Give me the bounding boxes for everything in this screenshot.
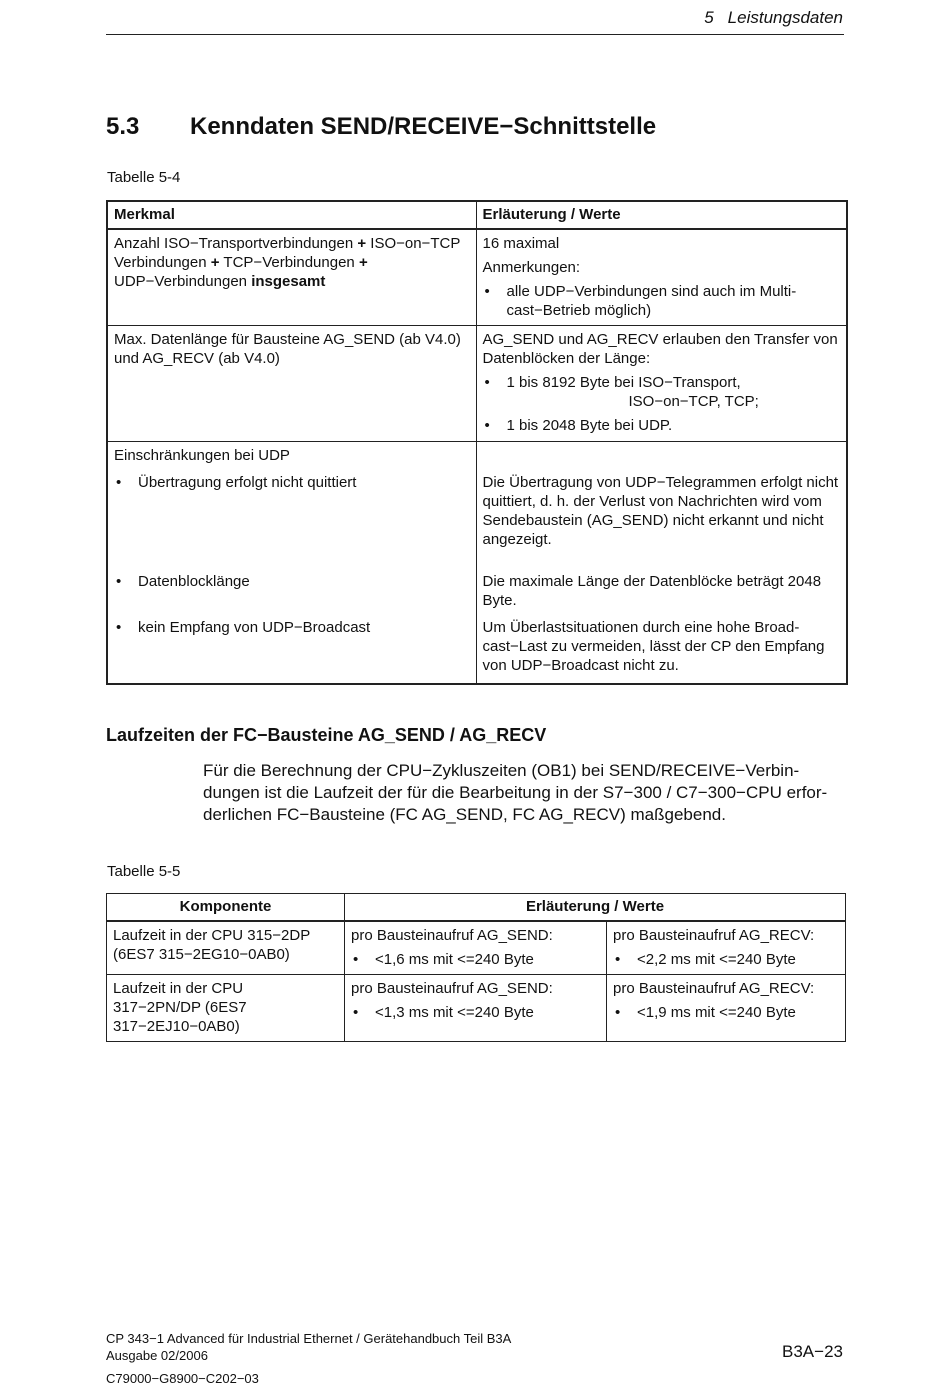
plus-sign: + xyxy=(357,235,367,252)
row2-feature: Max. Datenlänge für Bausteine AG_SEND (ab V4.0) und AG_RECV (ab V4.0) xyxy=(107,326,476,442)
table-row xyxy=(107,442,847,685)
feature-emphasis: insgesamt xyxy=(251,273,326,290)
component-cell: Laufzeit in der CPU 315−2DP (6ES7 315−2EG10−0AB0) xyxy=(107,921,345,975)
note-bullet: • alle UDP−Verbindungen sind auch im Multi-cast−Betrieb möglich) xyxy=(483,282,841,320)
plus-sign: + xyxy=(358,254,368,271)
value-text: 16 maximal xyxy=(482,235,560,252)
table2-col2-header: Erläuterung / Werte xyxy=(345,894,846,922)
row2-value xyxy=(476,326,847,442)
plus-sign: + xyxy=(210,254,220,271)
table-row xyxy=(107,975,846,1042)
feature-text: UDP−Verbindungen xyxy=(114,273,252,290)
header-rule xyxy=(106,34,844,35)
restriction-value: Um Überlastsituationen durch eine hohe Broad-cast−Last zu vermeiden, lässt der CP den Empfang von UDP−Broadcast nicht zu. xyxy=(482,619,825,674)
component-cell: Laufzeit in der CPU 317−2PN/DP (6ES7 317−2EJ10−0AB0) xyxy=(107,975,345,1042)
recv-value: • <1,9 ms mit <=240 Byte xyxy=(613,1003,839,1022)
chapter-number: 5 xyxy=(704,8,714,27)
recv-cell xyxy=(607,921,846,975)
table-row xyxy=(107,326,847,442)
restriction-value: Die Übertragung von UDP−Telegrammen erfolgt nicht quittiert, d. h. der Verlust von Nachrichten wird vom Sendebaustein (AG_SEND) nicht erkannt und nicht angezeigt. xyxy=(482,474,839,548)
send-value: • <1,3 ms mit <=240 Byte xyxy=(351,1003,600,1022)
section-title xyxy=(106,112,656,142)
note-label: Anmerkungen: xyxy=(482,259,581,276)
page-number: B3A−23 xyxy=(782,1342,843,1361)
subsection-title: Laufzeiten der FC−Bausteine AG_SEND / AG_RECV xyxy=(106,725,547,745)
table-row xyxy=(107,921,846,975)
recv-cell xyxy=(607,975,846,1042)
table2-col1-header: Komponente xyxy=(107,894,345,922)
bullet-line: ISO−on−TCP, TCP; xyxy=(628,393,759,410)
restriction-item: • Datenblocklänge xyxy=(114,572,470,618)
recv-label: pro Bausteinaufruf AG_RECV: xyxy=(613,980,815,997)
send-label: pro Bausteinaufruf AG_SEND: xyxy=(351,927,553,944)
table2-header-row xyxy=(107,894,846,922)
table-5-4 xyxy=(106,200,848,685)
footer-manual-title: CP 343−1 Advanced für Industrial Ethernet / Gerätehandbuch Teil B3A xyxy=(106,1331,512,1346)
chapter-title: Leistungsdaten xyxy=(727,8,843,27)
footer-edition: Ausgabe 02/2006 xyxy=(106,1348,208,1363)
restriction-item: • Übertragung erfolgt nicht quittiert xyxy=(114,473,470,572)
row1-value xyxy=(476,229,847,326)
row1-feature xyxy=(107,229,476,326)
recv-label: pro Bausteinaufruf AG_RECV: xyxy=(613,927,815,944)
section-number: 5.3 xyxy=(106,113,140,140)
bullet-line: • 1 bis 8192 Byte bei ISO−Transport, xyxy=(506,374,741,391)
row3-value xyxy=(476,442,847,685)
subsection-paragraph: Für die Berechnung der CPU−Zykluszeiten (OB1) bei SEND/RECEIVE−Verbin-dungen ist die Laufzeit der für die Bearbeitung in der S7−300 / C7−300−CPU erfor-derlichen FC−Bausteine (FC AG_SEND, FC AG_RECV) maßgebend. xyxy=(203,761,828,824)
value-intro: AG_SEND und AG_RECV erlauben den Transfer von Datenblöcken der Länge: xyxy=(482,331,838,367)
table-5-5 xyxy=(106,893,846,1042)
running-header xyxy=(704,8,843,27)
row3-feature xyxy=(107,442,476,685)
send-value: • <1,6 ms mit <=240 Byte xyxy=(351,950,600,969)
restriction-item: • kein Empfang von UDP−Broadcast xyxy=(114,618,470,637)
table1-col1-header: Merkmal xyxy=(107,201,476,229)
send-cell xyxy=(345,975,607,1042)
table2-caption: Tabelle 5-5 xyxy=(107,863,181,880)
table-row xyxy=(107,229,847,326)
footer-order-number: C79000−G8900−C202−03 xyxy=(106,1371,259,1386)
table1-header-row xyxy=(107,201,847,229)
section-heading: Kenndaten SEND/RECEIVE−Schnittstelle xyxy=(190,113,657,140)
feature-text: Einschränkungen bei UDP xyxy=(114,447,290,464)
feature-text: ISO−on−TCP Verbindungen xyxy=(114,235,461,271)
table1-col2-header: Erläuterung / Werte xyxy=(476,201,847,229)
recv-value: • <2,2 ms mit <=240 Byte xyxy=(613,950,839,969)
feature-text: TCP−Verbindungen xyxy=(219,254,359,271)
footer-block xyxy=(106,1330,511,1387)
table1-caption: Tabelle 5-4 xyxy=(107,169,181,186)
bullet-item xyxy=(483,373,841,411)
send-cell xyxy=(345,921,607,975)
send-label: pro Bausteinaufruf AG_SEND: xyxy=(351,980,553,997)
restriction-value: Die maximale Länge der Datenblöcke beträgt 2048 Byte. xyxy=(482,573,822,609)
feature-text: Anzahl ISO−Transportverbindungen xyxy=(114,235,358,252)
bullet-item: • 1 bis 2048 Byte bei UDP. xyxy=(483,416,841,435)
